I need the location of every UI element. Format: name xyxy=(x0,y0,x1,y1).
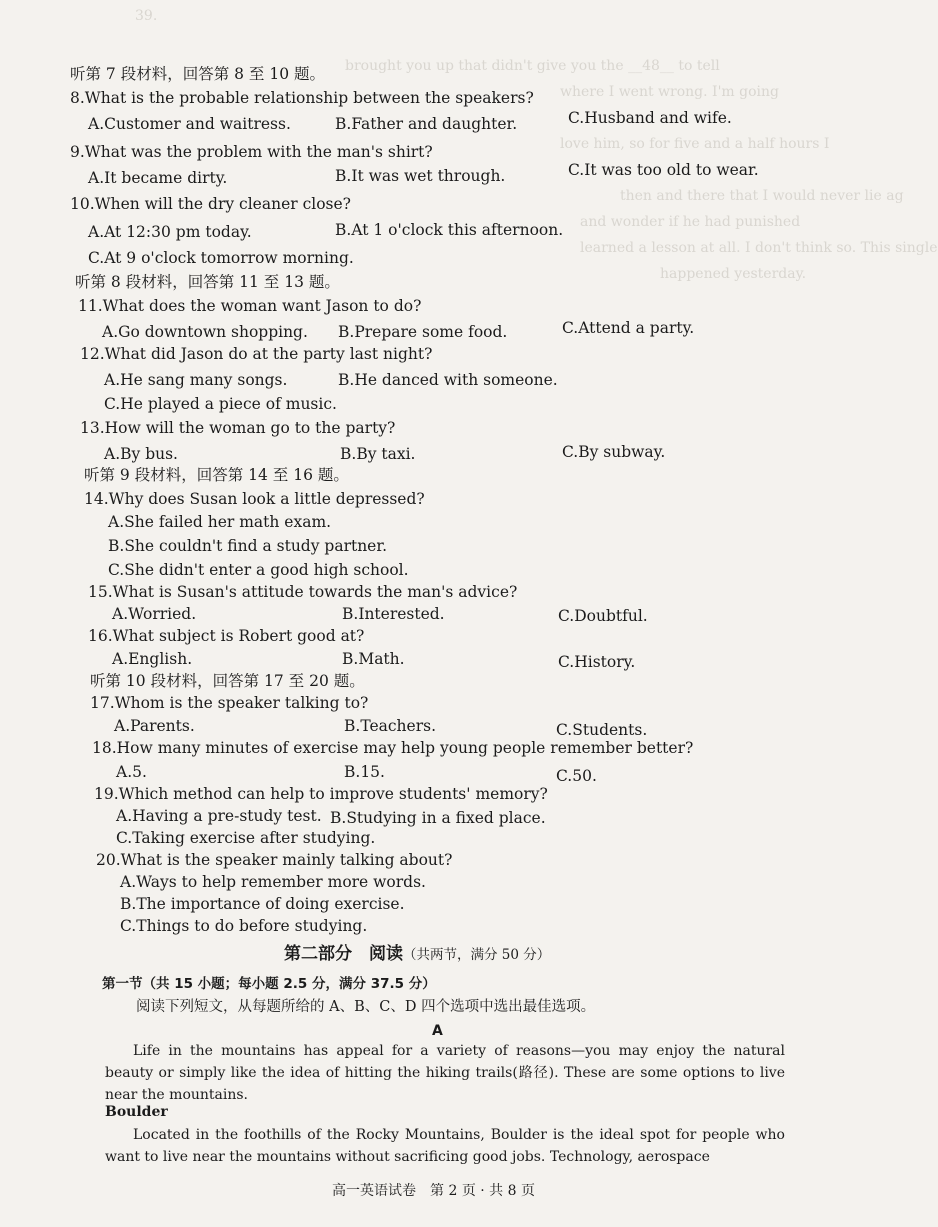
bleed-through-text: and wonder if he had punished xyxy=(580,214,801,230)
option-a: A.5. xyxy=(116,763,147,781)
option-b: B.She couldn't find a study partner. xyxy=(108,537,387,555)
option-b: B.Father and daughter. xyxy=(335,115,518,133)
option-b: B.At 1 o'clock this afternoon. xyxy=(335,221,564,239)
passage-body xyxy=(105,1040,785,1106)
passage-body xyxy=(105,1124,785,1168)
option-b: B.Interested. xyxy=(342,605,445,623)
option-b: B.By taxi. xyxy=(340,445,416,463)
bleed-through-text: 39. xyxy=(135,8,158,24)
passage-label: A xyxy=(432,1023,443,1039)
option-b: B.The importance of doing exercise. xyxy=(120,895,405,913)
bleed-through-text: learned a lesson at all. I don't think so. This single xyxy=(580,240,938,256)
question-stem: 9.What was the problem with the man's shirt? xyxy=(70,143,433,161)
option-c: C.Things to do before studying. xyxy=(120,917,368,935)
option-a: A.Parents. xyxy=(114,717,195,735)
part-title: 第二部分 阅读 xyxy=(284,944,403,964)
part-heading xyxy=(284,944,550,965)
section-heading: 第一节（共 15 小题；每小题 2.5 分，满分 37.5 分） xyxy=(102,976,436,992)
option-b: B.Studying in a fixed place. xyxy=(330,809,546,827)
option-b: B.He danced with someone. xyxy=(338,371,558,389)
question-stem: 17.Whom is the speaker talking to? xyxy=(90,694,369,712)
option-b: B.Teachers. xyxy=(344,717,436,735)
option-a: A.Worried. xyxy=(112,605,197,623)
option-c: C.50. xyxy=(556,767,597,785)
question-stem: 13.How will the woman go to the party? xyxy=(80,419,396,437)
group-heading: 听第 9 段材料，回答第 14 至 16 题。 xyxy=(84,466,349,484)
option-c: C.Taking exercise after studying. xyxy=(116,829,376,847)
question-stem: 16.What subject is Robert good at? xyxy=(88,627,365,645)
option-c: C.Husband and wife. xyxy=(568,109,732,127)
option-a: A.She failed her math exam. xyxy=(108,513,332,531)
option-a: A.By bus. xyxy=(104,445,178,463)
option-a: A.Having a pre-study test. xyxy=(116,807,322,825)
instruction-text: 阅读下列短文，从每题所给的 A、B、C、D 四个选项中选出最佳选项。 xyxy=(136,999,596,1015)
option-c: C.History. xyxy=(558,653,636,671)
question-stem: 14.Why does Susan look a little depressed? xyxy=(84,490,425,508)
option-b: B.Math. xyxy=(342,650,405,668)
bleed-through-text: happened yesterday. xyxy=(660,266,807,282)
group-heading: 听第 10 段材料，回答第 17 至 20 题。 xyxy=(90,672,365,690)
option-c: C.Students. xyxy=(556,721,648,739)
question-stem: 10.When will the dry cleaner close? xyxy=(70,195,351,213)
option-c: C.Doubtful. xyxy=(558,607,648,625)
passage-paragraph: Located in the foothills of the Rocky Mountains, Boulder is the ideal spot for people who want to live near the mountains without sacrificing good jobs. Technology, aerospace xyxy=(105,1127,785,1165)
option-c: C.It was too old to wear. xyxy=(568,161,759,179)
question-stem: 11.What does the woman want Jason to do? xyxy=(78,297,422,315)
option-a: A.Customer and waitress. xyxy=(88,115,291,133)
bleed-through-text: brought you up that didn't give you the __48__ to tell xyxy=(345,58,720,74)
option-a: A.It became dirty. xyxy=(88,169,228,187)
option-c: C.He played a piece of music. xyxy=(104,395,337,413)
question-stem: 12.What did Jason do at the party last night? xyxy=(80,345,433,363)
bleed-through-text: then and there that I would never lie ag xyxy=(620,188,904,204)
option-a: A.At 12:30 pm today. xyxy=(88,223,252,241)
option-b: B.It was wet through. xyxy=(335,167,506,185)
passage-heading: Boulder xyxy=(105,1104,168,1120)
question-stem: 15.What is Susan's attitude towards the man's advice? xyxy=(88,583,518,601)
question-stem: 20.What is the speaker mainly talking about? xyxy=(96,851,453,869)
question-stem: 18.How many minutes of exercise may help young people remember better? xyxy=(92,739,694,757)
passage-paragraph: Life in the mountains has appeal for a variety of reasons—you may enjoy the natural beauty or simply like the idea of hitting the hiking trails(路径). These are some options to live near the mountains. xyxy=(105,1043,785,1103)
option-c: C.At 9 o'clock tomorrow morning. xyxy=(88,249,354,267)
option-c: C.By subway. xyxy=(562,443,666,461)
option-a: A.English. xyxy=(112,650,193,668)
question-stem: 8.What is the probable relationship between the speakers? xyxy=(70,89,534,107)
bleed-through-text: where I went wrong. I'm going xyxy=(560,84,779,100)
option-b: B.15. xyxy=(344,763,385,781)
option-c: C.She didn't enter a good high school. xyxy=(108,561,409,579)
bleed-through-text: love him, so for five and a half hours I xyxy=(560,136,830,152)
part-subtitle: （共两节，满分 50 分） xyxy=(403,947,551,963)
group-heading: 听第 8 段材料，回答第 11 至 13 题。 xyxy=(75,273,340,291)
option-a: A.Go downtown shopping. xyxy=(102,323,308,341)
question-stem: 19.Which method can help to improve students' memory? xyxy=(94,785,548,803)
option-a: A.He sang many songs. xyxy=(104,371,288,389)
option-b: B.Prepare some food. xyxy=(338,323,508,341)
option-a: A.Ways to help remember more words. xyxy=(120,873,426,891)
option-c: C.Attend a party. xyxy=(562,319,695,337)
group-heading: 听第 7 段材料，回答第 8 至 10 题。 xyxy=(70,65,326,83)
page-footer: 高一英语试卷 第 2 页 · 共 8 页 xyxy=(332,1183,535,1199)
